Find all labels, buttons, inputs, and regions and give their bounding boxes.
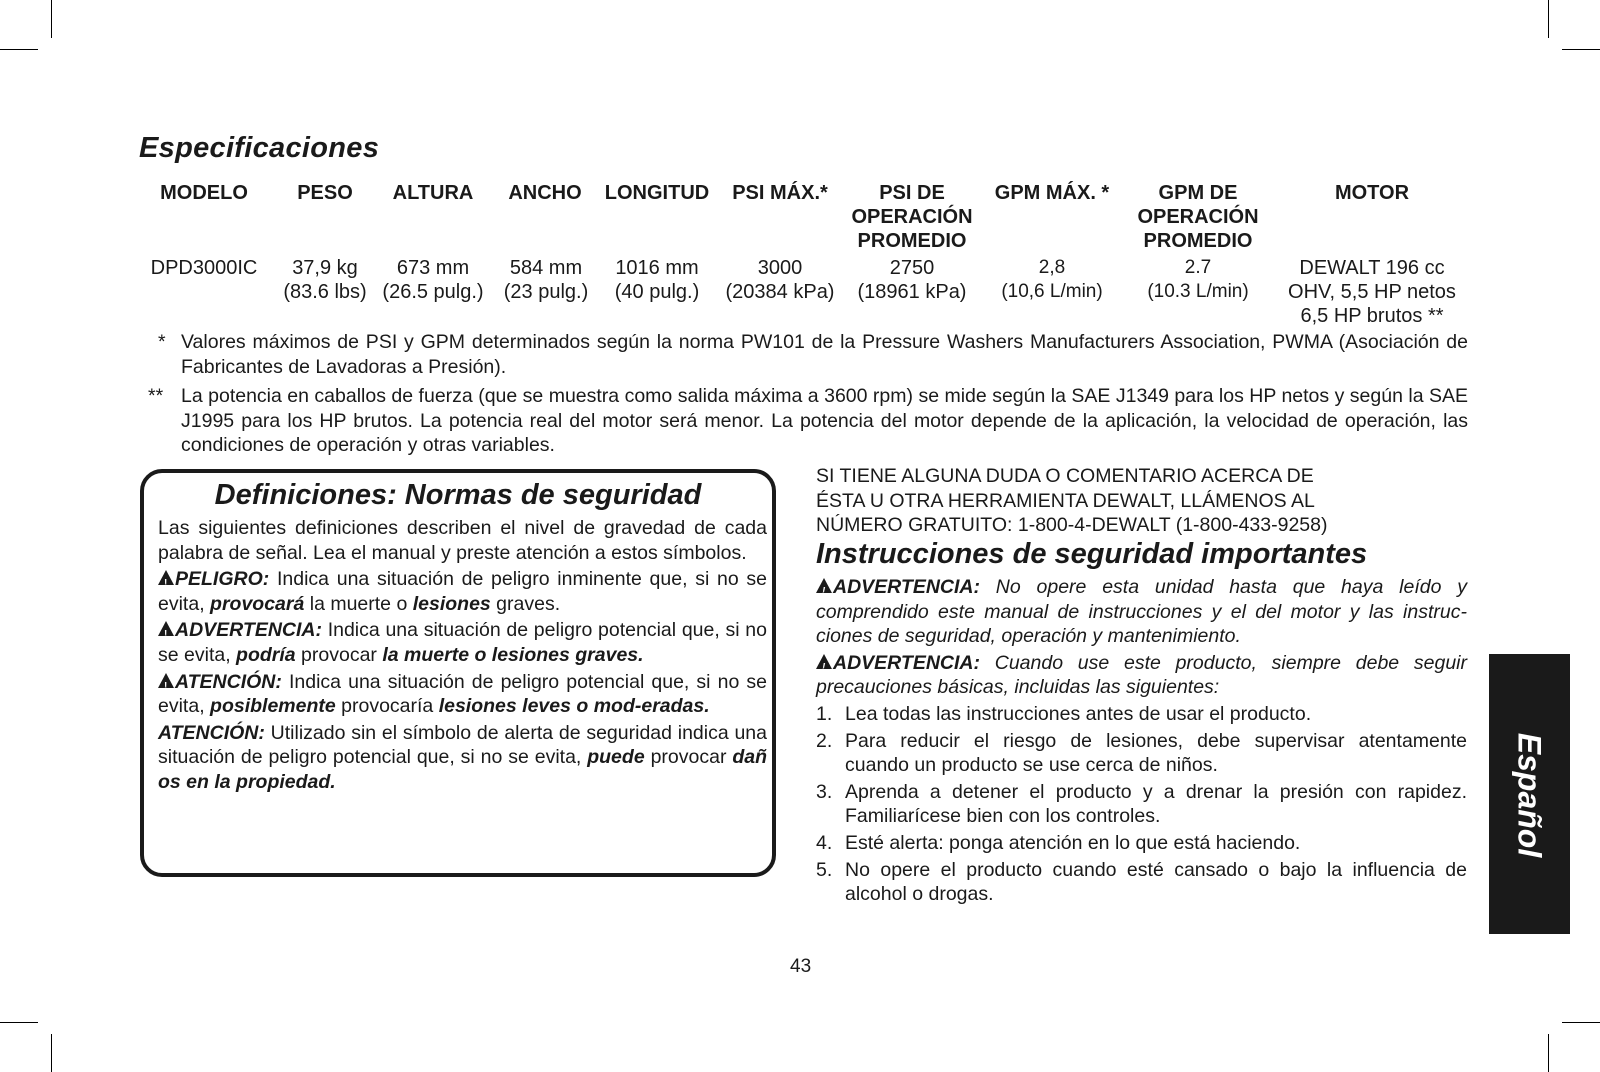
warning-triangle-icon [158, 673, 174, 688]
table-cell: 584 mm (23 pulg.) [503, 257, 589, 303]
instructions-body [816, 575, 1467, 909]
table-cell: 2.7 (10.3 L/min) [1147, 257, 1249, 302]
warning-paragraph: !ADVERTENCIA: No opere esta unidad hasta que haya leído y comprendido este manual de instrucciones y el del motor y las instruc-ciones de seguridad, operación y mantenimiento. [816, 575, 1467, 649]
table-header: PSI MÁX.* [732, 182, 828, 204]
crop-mark [51, 0, 52, 38]
page-title: Especificaciones [139, 132, 380, 164]
definition-peligro: !PELIGRO: Indica una situación de peligro inminente que, si no se evita, provocará la muerte o lesiones graves. [158, 567, 767, 616]
crop-mark [0, 49, 38, 50]
warning-triangle-icon [158, 621, 174, 636]
warning-triangle-icon [158, 570, 174, 585]
definition-advertencia: !ADVERTENCIA: Indica una situación de peligro potencial que, si no se evita, podría provocar la muerte o lesiones graves. [158, 618, 767, 667]
table-header: LONGITUD [604, 182, 710, 204]
instructions-list [816, 702, 1467, 907]
list-item: 1. Lea todas las instrucciones antes de usar el producto. [816, 702, 1312, 725]
page-number: 43 [790, 956, 812, 977]
crop-mark [1548, 1034, 1549, 1072]
crop-mark [1548, 0, 1549, 38]
table-cell: 2,8 (10,6 L/min) [1001, 257, 1103, 302]
table-cell: 3000 (20384 kPa) [725, 257, 835, 303]
table-cell: 37,9 kg (83.6 lbs) [283, 257, 367, 303]
footnote-text: La potencia en caballos de fuerza (que se muestra como salida máxima a 3600 rpm) se mide según la SAE J1349 para los HP netos y según la SAE J1995 para los HP brutos. La potencia real del motor será menor. La potencia del motor depende de la aplicación, la velocidad de operación, las condiciones de operación y otras variables. [181, 385, 1468, 456]
table-header: PESO [297, 182, 353, 204]
crop-mark [1562, 1022, 1600, 1023]
definition-atencion: !ATENCIÓN: Indica una situación de peligro potencial que, si no se evita, posiblemente provocaría lesiones leves o mod-eradas. [158, 670, 767, 719]
instructions-title: Instrucciones de seguridad importantes [816, 538, 1368, 570]
crop-mark [0, 1022, 38, 1023]
warning-triangle-icon [816, 654, 832, 669]
footnote-mark: * [158, 331, 166, 353]
table-header: ANCHO [508, 182, 582, 204]
table-header: MOTOR [1334, 182, 1410, 204]
table-header: MODELO [160, 182, 248, 204]
list-item: 3. Aprenda a detener el producto y a drenar la presión con rapidez. Familiarícese bien con los controles. [816, 780, 1467, 828]
table-header: GPM MÁX. * [994, 182, 1110, 204]
table-cell: 673 mm (26.5 pulg.) [382, 257, 484, 303]
list-item: 4. Esté alerta: ponga atención en lo que está haciendo. [816, 831, 1301, 854]
table-header: GPM DE OPERACIÓN PROMEDIO [1137, 182, 1259, 252]
definition-atencion-property: ATENCIÓN: Utilizado sin el símbolo de alerta de seguridad indica una situación de peligro potencial que, si no se evita, puede provocar dañ os en la propiedad. [158, 721, 768, 793]
table-header: PSI DE OPERACIÓN PROMEDIO [851, 182, 973, 252]
footnote [148, 330, 1468, 379]
table-cell: 2750 (18961 kPa) [857, 257, 967, 303]
definitions-intro: Las siguientes definiciones describen el nivel de gravedad de cada palabra de señal. Lea el manual y preste atención a estos símbolos. [158, 517, 767, 564]
table-cell: DPD3000IC [150, 257, 258, 279]
table-cell: 1016 mm (40 pulg.) [614, 257, 700, 303]
crop-mark [51, 1034, 52, 1072]
definitions-title: Definiciones: Normas de seguridad [214, 479, 702, 511]
table-header: ALTURA [392, 182, 474, 204]
warning-triangle-icon [816, 578, 832, 593]
list-item: 2. Para reducir el riesgo de lesiones, debe supervisar atentamente cuando un producto se use cerca de niños. [816, 729, 1467, 777]
contact-info: SI TIENE ALGUNA DUDA O COMENTARIO ACERCA DE ÉSTA U OTRA HERRAMIENTA DEWALT, LLÁMENOS AL NÚMERO GRATUITO: 1-800-4-DEWALT (1-800-433-9258) [816, 465, 1328, 536]
table-cell: DEWALT 196 cc OHV, 5,5 HP netos 6,5 HP brutos ** [1288, 257, 1456, 327]
footnote-mark: ** [148, 385, 164, 407]
language-tab-label: Español [1511, 732, 1548, 858]
definitions-body [158, 516, 767, 797]
footnote-text: Valores máximos de PSI y GPM determinados según la norma PW101 de la Pressure Washers Manufacturers Association, PWMA (Asociación de Fabricantes de Lavadoras a Presión). [181, 331, 1468, 378]
footnote [148, 384, 1468, 458]
list-item: 5. No opere el producto cuando esté cansado o bajo la influencia de alcohol o drogas. [816, 858, 1467, 906]
crop-mark [1562, 49, 1600, 50]
warning-paragraph: !ADVERTENCIA: Cuando use este producto, siempre debe seguir precauciones básicas, incluidas las siguientes: [816, 651, 1467, 700]
